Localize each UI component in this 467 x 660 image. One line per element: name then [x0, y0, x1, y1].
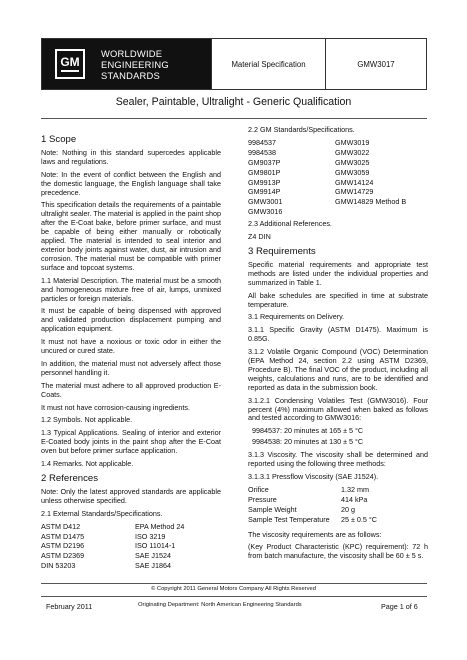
bake-condition: 9984537: 20 minutes at 165 ± 5 °C	[252, 426, 364, 436]
paragraph: It must be capable of being dispensed with approved and validated production displacement pumping and application equipment.	[41, 306, 221, 334]
paragraph: 1.4 Remarks. Not applicable.	[41, 459, 134, 469]
paragraph: All bake schedules are specified in time at substrate temperature.	[248, 290, 428, 309]
paragraph: 3.1 Requirements on Delivery.	[248, 312, 345, 322]
paragraph: The viscosity requirements are as follows:	[248, 529, 382, 539]
paragraph: This specification details the requirements of a paintable ultralight sealer. The material is applied in the paint shop after the E-Coat bake, before primer surface, and must be capable of being either manually or robotically applied. The material is intended to seal interior and exterior body joints against water, dust, air intrusion and corrosion. The material must be compatible with primer surface and topcoat systems.	[41, 200, 221, 272]
paragraph: 1.3 Typical Applications. Sealing of interior and exterior E-Coated body joints in the paint shop after the E-Coat oven but before primer surface application.	[41, 428, 221, 456]
brand-text	[101, 48, 169, 81]
doc-code: GMW3017	[357, 59, 395, 69]
originating-department: Originating Department: North American Engineering Standards	[138, 602, 302, 608]
reference-item: GM9913P	[248, 177, 281, 187]
paragraph: 2.2 GM Standards/Specifications.	[248, 125, 355, 134]
document-header	[41, 38, 427, 90]
reference-item: SAE J1864	[135, 561, 171, 571]
document-title: Sealer, Paintable, Ultralight - Generic Qualification	[115, 96, 352, 108]
paragraph: 3.1.3 Viscosity. The viscosity shall be determined and reported using the following three methods:	[248, 450, 428, 469]
param-value: 25 ± 0.5 °C	[341, 514, 377, 524]
reference-item: ASTM D2369	[41, 551, 85, 561]
param-value: 414 kPa	[341, 494, 368, 504]
reference-item: ASTM D2196	[41, 541, 85, 551]
reference-item: GMW3059	[335, 167, 370, 177]
paragraph: In addition, the material must not adversely affect those personnel handling it.	[41, 358, 221, 377]
paragraph: The material must adhere to all approved production E-Coats.	[41, 380, 221, 399]
reference-item: ASTM D1475	[41, 531, 85, 541]
viscosity-parameters	[248, 486, 428, 525]
paragraph: 3.1.2.1 Condensing Volatiles Test (GMW3016). Four percent (4%) maximum allowed when baked as follows and tested according to GMW3016:	[248, 395, 428, 423]
doc-type: Material Specification	[211, 39, 326, 89]
param-value: 20 g	[341, 504, 355, 514]
param-label: Pressure	[248, 494, 277, 504]
paragraph: 3.1.2 Volatile Organic Compound (VOC) Determination (EPA Method 24, section 2.2 using ASTM D2369, Procedure B). The final VOC of the product, including all weights, calculations and runs, are to be identified and reported as data in the submission book.	[248, 347, 428, 392]
paragraph: 2.3 Additional References.	[248, 219, 332, 229]
paragraph: Specific material requirements and appropriate test methods are listed under the individual properties and summarized in Table 1.	[248, 259, 428, 287]
gm-logo	[55, 49, 85, 79]
reference-item: DIN 53203	[41, 561, 76, 571]
reference-item: ISO 3219	[135, 531, 166, 541]
param-label: Sample Weight	[248, 504, 297, 514]
param-label: Sample Test Temperature	[248, 514, 330, 524]
reference-item: ASTM D412	[41, 521, 81, 531]
reference-item: ISO 11014-1	[135, 541, 176, 551]
paragraph: It must not have corrosion-causing ingredients.	[41, 402, 191, 412]
reference-item: SAE J1524	[135, 551, 171, 561]
issue-date: February 2011	[46, 602, 93, 611]
reference-item: GMW14729	[335, 187, 374, 197]
gm-logo-text: GM	[60, 55, 80, 69]
section-heading: 2 References	[41, 473, 99, 484]
page-number: Page 1 of 6	[381, 602, 418, 611]
reference-item: GMW3019	[335, 137, 370, 147]
brand-line: WORLDWIDE	[101, 47, 163, 59]
bake-condition: 9984538: 20 minutes at 130 ± 5 °C	[252, 437, 364, 447]
paragraph: 1.1 Material Description. The material must be a smooth and homogeneous mixture free of air, lumps, unmixed particles or foreign materials.	[41, 275, 221, 303]
reference-item: GMW3001	[248, 197, 283, 207]
external-references-list	[41, 523, 221, 572]
param-value: 1.32 mm	[341, 484, 369, 494]
reference-item: 9984538	[248, 147, 276, 157]
left-column	[41, 134, 221, 574]
paragraph: Note: Only the latest approved standards are applicable unless otherwise specified.	[41, 486, 221, 505]
brand-line: STANDARDS	[101, 69, 160, 81]
paragraph: (Key Product Characteristic (KPC) requirement): 72 h from batch manufacture, the viscosity shall be 60 ± 5 s.	[248, 542, 428, 561]
reference-item: GM9801P	[248, 167, 281, 177]
copyright-notice: © Copyright 2011 General Motors Company All Rights Reserved	[151, 586, 316, 592]
paragraph: 3.1.1 Specific Gravity (ASTM D1475). Maximum is 0.85G.	[248, 325, 428, 344]
paragraph: Note: In the event of conflict between the English and the domestic language, the English language shall take precedence.	[41, 169, 221, 197]
paragraph: 3.1.3.1 Pressflow Viscosity (SAE J1524).	[248, 472, 379, 481]
section-heading: 1 Scope	[41, 134, 77, 145]
right-column	[248, 126, 428, 565]
reference-item: GMW14124	[335, 177, 374, 187]
paragraph: Z4 DIN	[248, 232, 271, 242]
reference-item	[335, 208, 428, 217]
section-heading: 3 Requirements	[248, 245, 316, 257]
reference-item: GM9037P	[248, 157, 281, 167]
param-label: Orifice	[248, 484, 269, 494]
reference-item: GM9914P	[248, 187, 281, 197]
footer-divider	[41, 583, 427, 584]
title-divider	[41, 118, 427, 119]
reference-item: EPA Method 24	[135, 521, 185, 531]
paragraph: 1.2 Symbols. Not applicable.	[41, 415, 133, 425]
gm-references-list	[248, 139, 428, 217]
reference-item: GMW3025	[335, 157, 370, 167]
reference-item: GMW3022	[335, 147, 370, 157]
reference-item: GMW3016	[248, 207, 283, 217]
paragraph: 2.1 External Standards/Specifications.	[41, 508, 163, 518]
paragraph: Note: Nothing in this standard supercedes applicable laws and regulations.	[41, 147, 221, 166]
footer-divider	[41, 596, 427, 597]
paragraph: It must not have a noxious or toxic odor in either the uncured or cured state.	[41, 337, 221, 356]
reference-item: 9984537	[248, 137, 276, 147]
reference-item: GMW14829 Method B	[335, 197, 407, 207]
brand-block	[42, 39, 211, 89]
brand-line: ENGINEERING	[101, 58, 169, 70]
